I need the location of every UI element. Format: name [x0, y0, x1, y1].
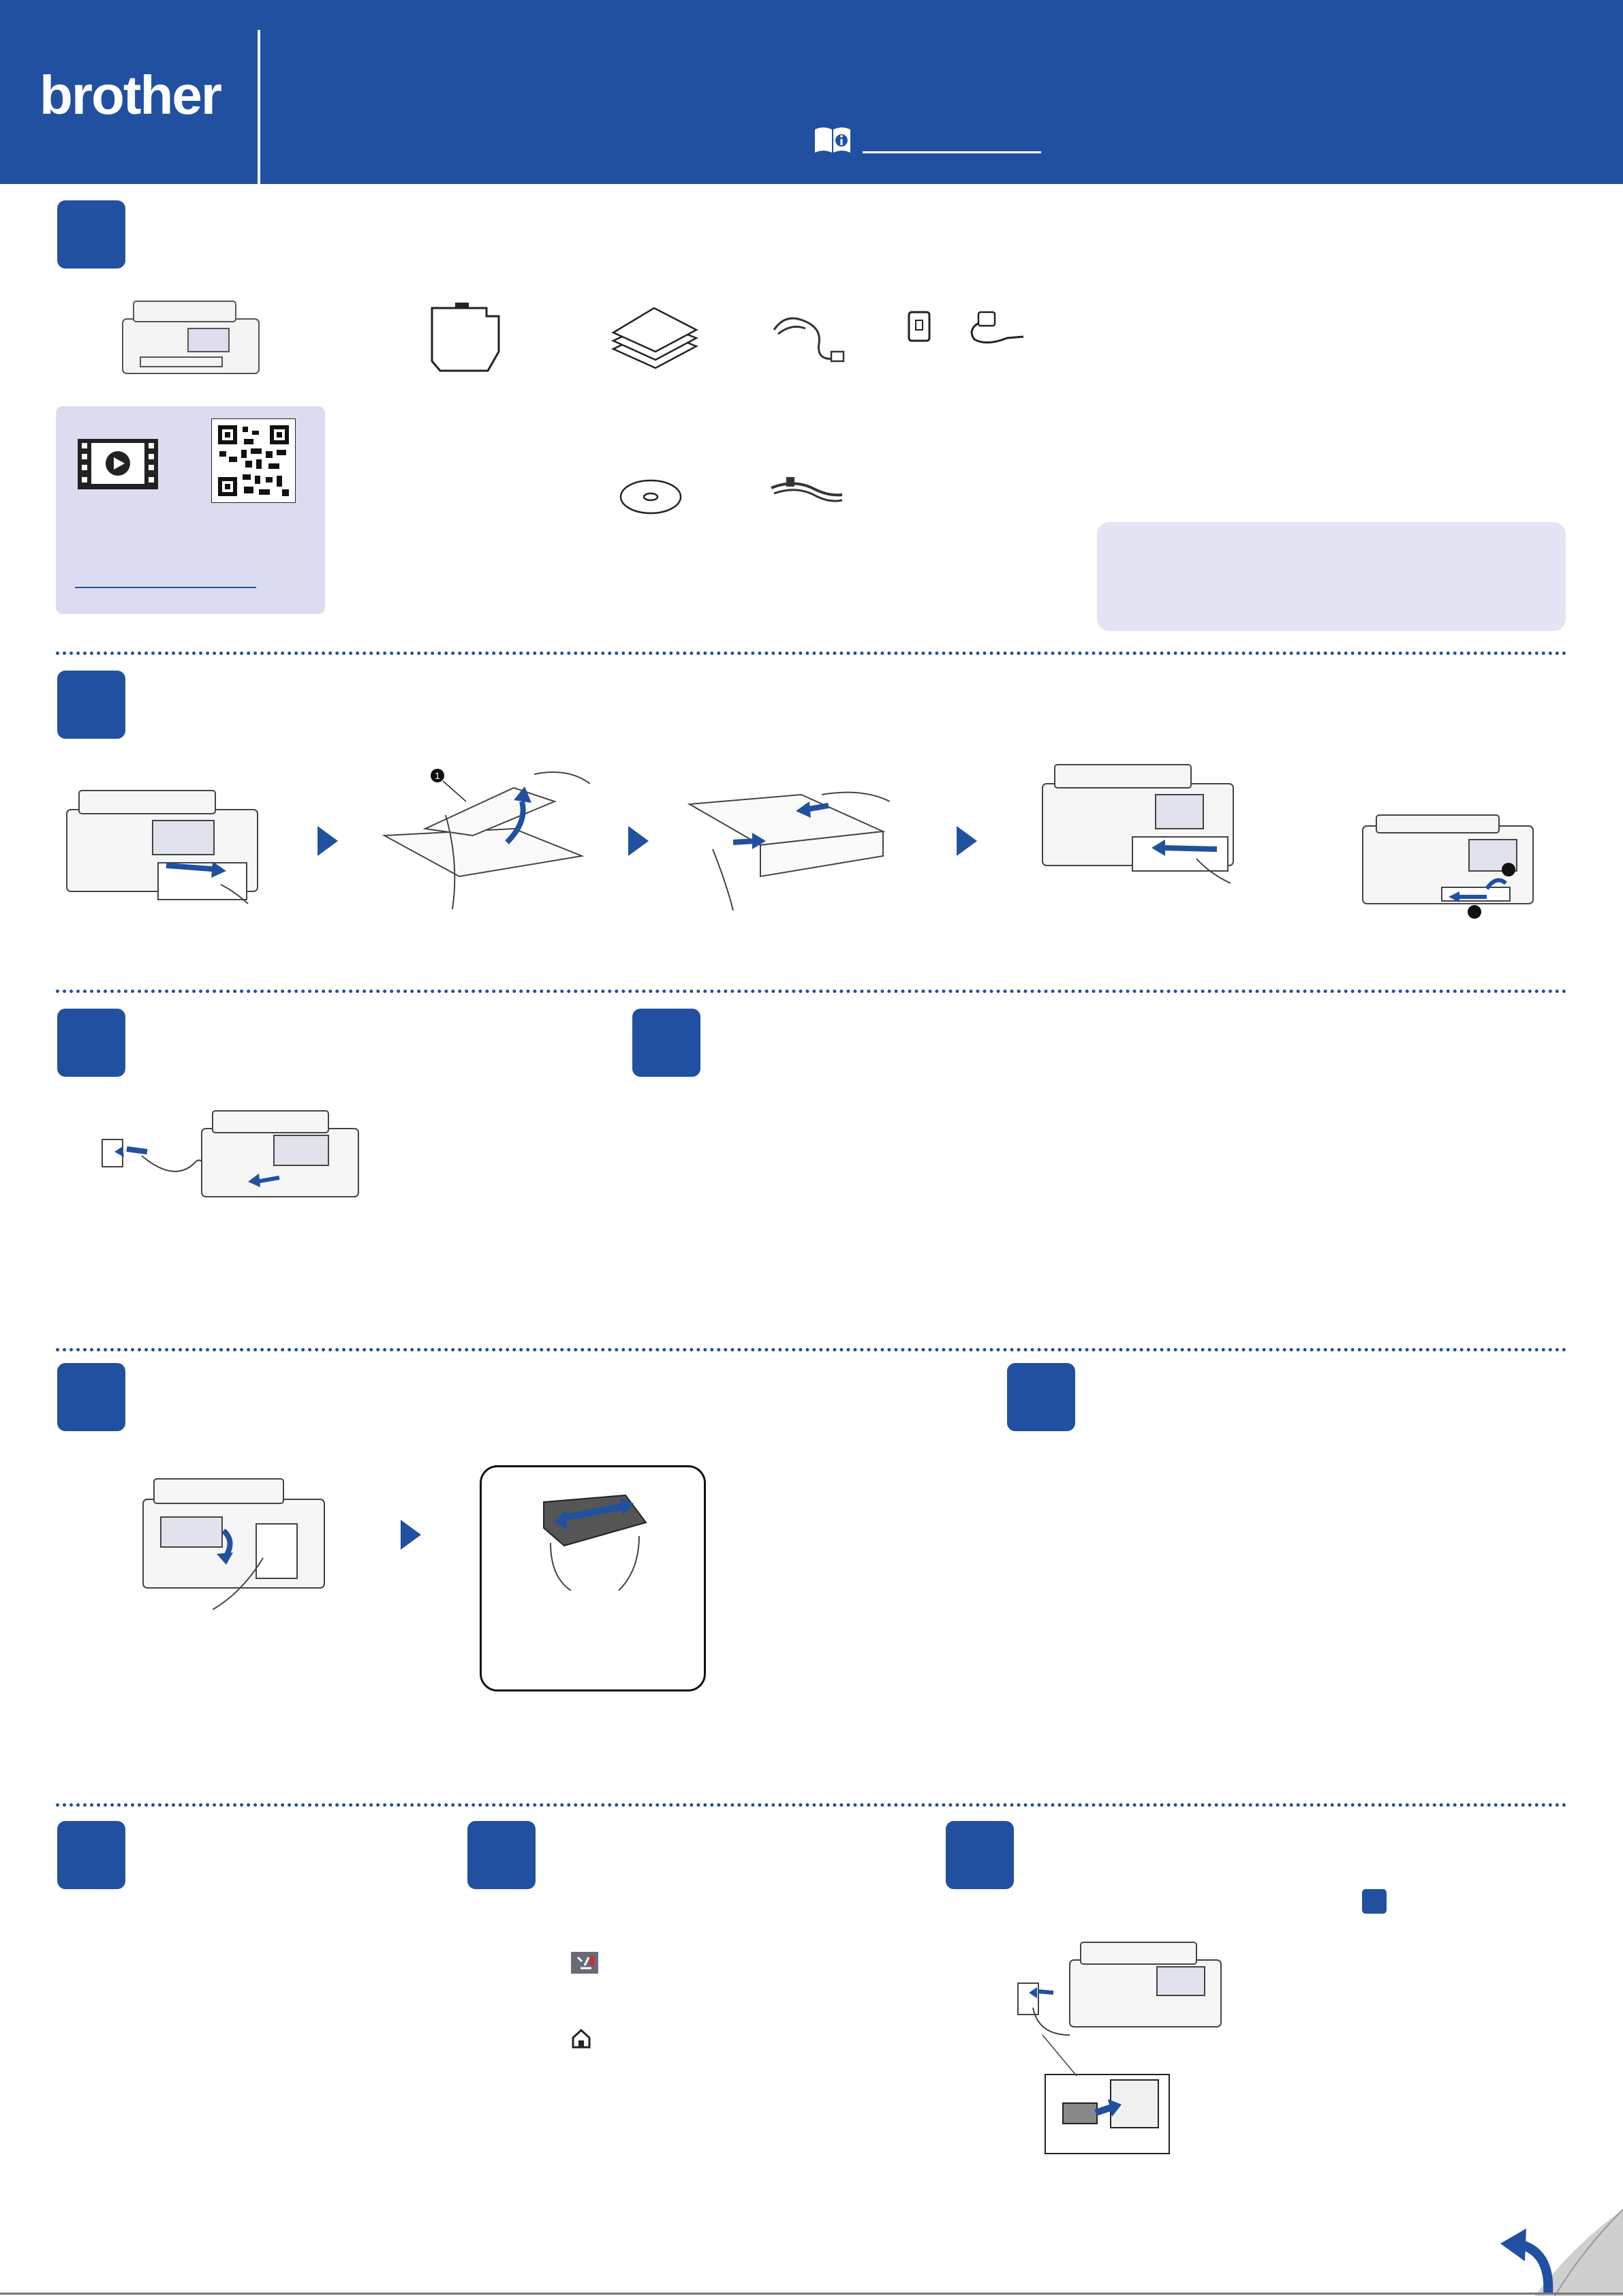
manual-link-underline[interactable]: [863, 151, 1041, 153]
step-9-badge: [946, 1821, 1014, 1889]
book-info-icon: [814, 125, 852, 155]
open-ink-cover-illustration: [140, 1476, 328, 1610]
next-step-arrow-icon: [401, 1520, 421, 1550]
section-divider: [56, 652, 1567, 655]
video-play-icon[interactable]: [76, 438, 159, 491]
section-divider: [56, 1348, 1567, 1351]
printer-tray-out-illustration: [64, 782, 262, 905]
step-3-badge: [57, 1009, 125, 1077]
step-6-badge: [1007, 1363, 1075, 1431]
note-panel: [1097, 522, 1566, 631]
connect-power-cord-illustration: [99, 1108, 362, 1198]
callout-number-1: 1: [435, 770, 440, 781]
home-icon: [571, 2028, 591, 2049]
cd-rom-illustration: [617, 477, 684, 517]
ink-cartridge-shake-icon: [523, 1475, 660, 1591]
ink-cartridge-illustration: [428, 303, 503, 376]
step-7-badge: [57, 1821, 125, 1889]
adjust-paper-guides-illustration: [685, 774, 890, 910]
qr-code[interactable]: [211, 418, 296, 503]
step-2-badge: [57, 671, 125, 739]
adapter-illustration: [906, 309, 933, 343]
step-reference-badge: [1362, 1889, 1387, 1914]
step-1-badge: [57, 200, 125, 269]
header-bar: [0, 0, 1623, 184]
section-divider: [56, 1803, 1567, 1807]
settings-icon: [571, 1952, 598, 1974]
back-arrow-icon[interactable]: [1494, 2203, 1623, 2296]
insert-paper-tray-illustration: [1040, 756, 1244, 893]
page-bottom-rule: [0, 2293, 1623, 2295]
pull-out-paper-support-illustration: [1360, 812, 1537, 928]
step-5-badge: [57, 1363, 125, 1431]
connect-telephone-line-illustration: [1015, 1919, 1225, 2156]
brand-logo: brother: [40, 65, 221, 125]
usb-cable-illustration: [767, 476, 846, 511]
step-4-badge: [632, 1009, 700, 1077]
paper-stack-illustration: [610, 305, 699, 375]
power-cord-illustration: [966, 309, 1026, 348]
section-divider: [56, 990, 1567, 993]
next-step-arrow-icon: [628, 826, 649, 856]
printer-illustration: [113, 292, 270, 378]
next-step-arrow-icon: [957, 826, 977, 856]
video-link-underline[interactable]: [75, 587, 256, 588]
header-divider: [258, 30, 260, 184]
next-step-arrow-icon: [318, 826, 338, 856]
phone-line-icon: [1018, 1983, 1038, 2015]
step-8-badge: [467, 1821, 536, 1889]
telephone-cord-illustration: [771, 309, 846, 365]
open-output-tray-cover-illustration: [377, 761, 590, 910]
